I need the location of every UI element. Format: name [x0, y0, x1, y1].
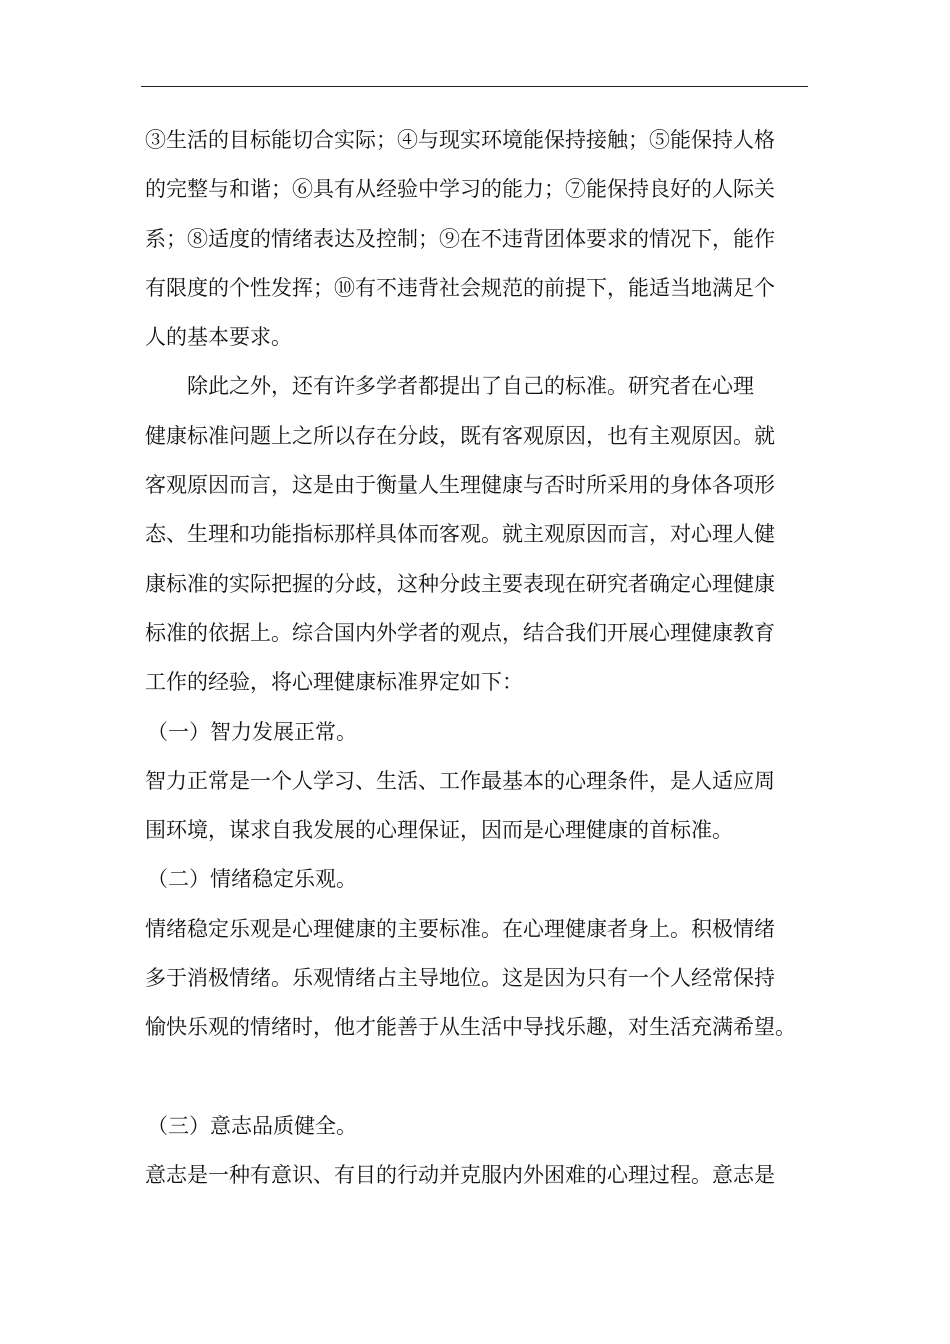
paragraph-line: 有限度的个性发挥；⑩有不违背社会规范的前提下，能适当地满足个 [145, 275, 775, 300]
paragraph-line: 康标准的实际把握的分歧，这种分歧主要表现在研究者确定心理健康 [145, 571, 775, 596]
paragraph-line: 人的基本要求。 [145, 325, 292, 350]
paragraph-line: 工作的经验，将心理健康标准界定如下： [145, 670, 523, 695]
section-heading: （三）意志品质健全。 [147, 1113, 357, 1138]
paragraph-line: 态、生理和功能指标那样具体而客观。就主观原因而言，对心理人健 [145, 522, 775, 547]
paragraph-line: 的完整与和谐；⑥具有从经验中学习的能力；⑦能保持良好的人际关 [145, 177, 775, 202]
blank-line [145, 1053, 810, 1102]
paragraph-line: 健康标准问题上之所以存在分歧，既有客观原因，也有主观原因。就 [145, 423, 775, 448]
paragraph-line: 愉快乐观的情绪时，他才能善于从生活中导找乐趣，对生活充满希望。 [145, 1015, 796, 1040]
section-heading: （二）情绪稳定乐观。 [147, 867, 357, 892]
paragraph-first-line: 除此之外，还有许多学者都提出了自己的标准。研究者在心理 [187, 374, 754, 399]
paragraph-line: 智力正常是一个人学习、生活、工作最基本的心理条件，是人适应周 [145, 768, 775, 793]
paragraph-line: 客观原因而言，这是由于衡量人生理健康与否时所采用的身体各项形 [145, 473, 775, 498]
paragraph-line: 意志是一种有意识、有目的行动并克服内外困难的心理过程。意志是 [145, 1163, 775, 1188]
paragraph-line: 情绪稳定乐观是心理健康的主要标准。在心理健康者身上。积极情绪 [145, 916, 775, 941]
paragraph-line: ③生活的目标能切合实际；④与现实环境能保持接触；⑤能保持人格 [145, 128, 775, 152]
paragraph-line: 围环境，谋求自我发展的心理保证，因而是心理健康的首标准。 [145, 818, 733, 843]
paragraph-line: 系；⑧适度的情绪表达及控制；⑨在不违背团体要求的情况下，能作 [145, 226, 775, 251]
header-rule [141, 86, 808, 87]
document-body [145, 116, 810, 1201]
section-heading: （一）智力发展正常。 [147, 719, 357, 744]
paragraph-line: 标准的依据上。综合国内外学者的观点，结合我们开展心理健康教育 [145, 620, 775, 645]
paragraph-line: 多于消极情绪。乐观情绪占主导地位。这是因为只有一个人经常保持 [145, 966, 775, 991]
